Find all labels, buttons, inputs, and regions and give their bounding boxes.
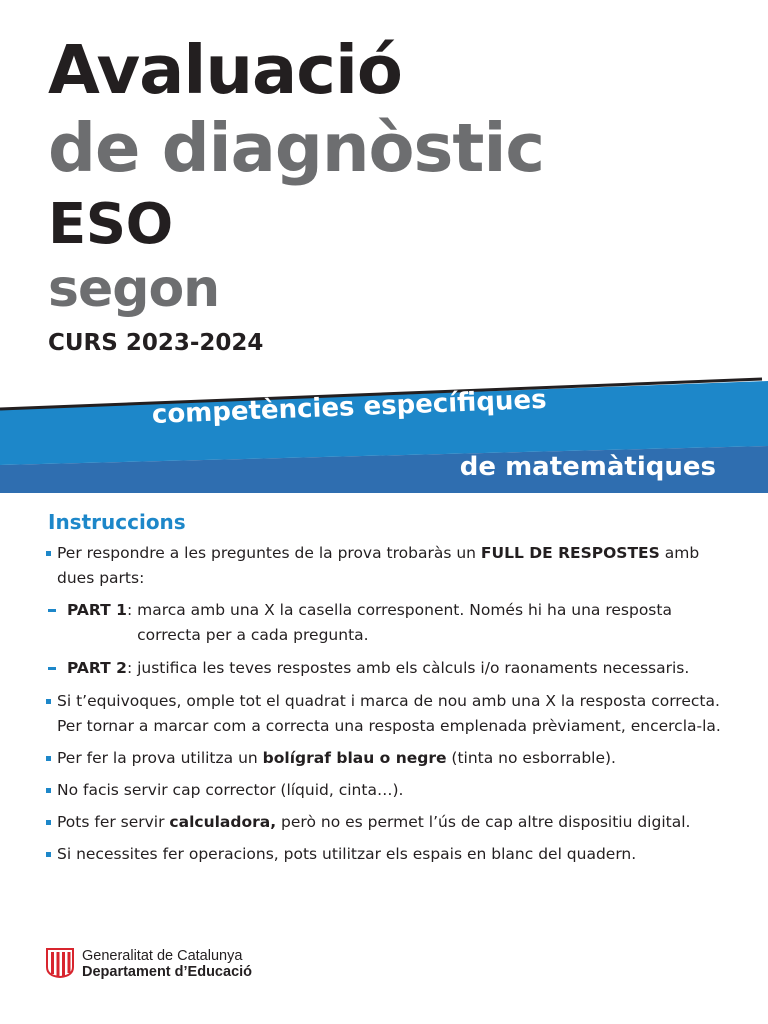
bullet-icon bbox=[46, 756, 51, 761]
list-item bbox=[46, 689, 736, 739]
list-item bbox=[46, 746, 736, 771]
list-item bbox=[46, 778, 736, 803]
part-label: PART 1 bbox=[67, 601, 127, 619]
part-label: PART 2 bbox=[67, 659, 127, 677]
item-text: però no es permet l’ús de cap altre dispositiu digital. bbox=[276, 813, 691, 831]
item-text: (tinta no esborrable). bbox=[446, 749, 616, 767]
item-text: Per tornar a marcar com a correcta una resposta emplenada prèviament, encercla-la. bbox=[57, 717, 721, 735]
bullet-icon bbox=[46, 852, 51, 857]
list-item bbox=[46, 810, 736, 835]
bullet-icon bbox=[46, 699, 51, 704]
banner-line-2: de matemàtiques bbox=[459, 452, 716, 482]
item-text: Si t’equivoques, omple tot el quadrat i marca de nou amb una X la resposta correcta. bbox=[57, 692, 720, 710]
part-label-wrap: PART 1: bbox=[67, 601, 138, 619]
item-text: Per respondre a les preguntes de la prova trobaràs un bbox=[57, 544, 481, 562]
dash-icon bbox=[48, 667, 56, 670]
item-text: Si necessites fer operacions, pots utilitzar els espais en blanc del quadern. bbox=[57, 845, 637, 863]
list-subitem-part-1 bbox=[46, 598, 736, 648]
department-name: Departament d’Educació bbox=[82, 964, 253, 980]
title-line-1: Avaluació bbox=[48, 31, 402, 109]
part-label-wrap: PART 2: bbox=[67, 659, 138, 677]
title-line-4: segon bbox=[48, 259, 220, 319]
dash-icon bbox=[48, 609, 56, 612]
item-bold-text: calculadora, bbox=[169, 813, 277, 831]
item-text: No facis servir cap corrector (líquid, cinta…). bbox=[57, 781, 404, 799]
item-text: amb dues parts: bbox=[57, 544, 700, 587]
bullet-icon bbox=[46, 788, 51, 793]
item-bold-text: FULL DE RESPOSTES bbox=[480, 544, 660, 562]
item-text: Pots fer servir bbox=[57, 813, 170, 831]
list-subitem-part-2 bbox=[46, 656, 736, 681]
list-item bbox=[46, 842, 736, 867]
bullet-icon bbox=[46, 820, 51, 825]
instructions-title: Instruccions bbox=[48, 510, 186, 534]
bullet-icon bbox=[46, 551, 51, 556]
part-text: marca amb una X la casella corresponent. Només hi ha una resposta correcta per a cada pregunta. bbox=[137, 601, 672, 644]
item-bold-text: bolígraf blau o negre bbox=[262, 749, 447, 767]
course-label: CURS 2023-2024 bbox=[48, 330, 264, 356]
title-line-3: ESO bbox=[48, 192, 173, 257]
list-item bbox=[46, 541, 736, 591]
banner-line-1: competències específiques bbox=[151, 384, 548, 430]
part-text: justifica les teves respostes amb els càlculs i/o raonaments necessaris. bbox=[137, 659, 690, 677]
title-line-2: de diagnòstic bbox=[48, 109, 545, 187]
instructions-list bbox=[46, 541, 736, 874]
item-text: Per fer la prova utilitza un bbox=[57, 749, 263, 767]
org-name: Generalitat de Catalunya bbox=[82, 948, 243, 964]
generalitat-logo-icon bbox=[46, 948, 74, 978]
